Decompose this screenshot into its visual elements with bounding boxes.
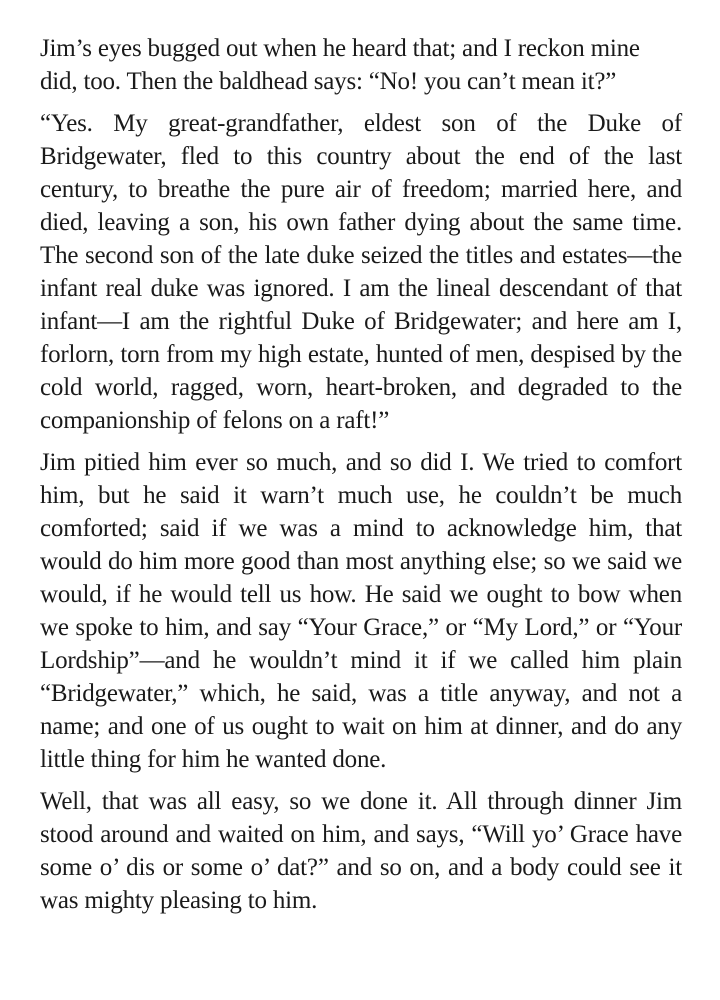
paragraph-1: Jim’s eyes bugged out when he heard that; and I reckon mine did, too. Then the baldhead says: “No! you can’t mean it?” bbox=[40, 35, 640, 95]
paragraph-3: Jim pitied him ever so much, and so did I. We tried to comfort him, but he said it warn’t much use, he couldn’t be much comforted; said if we was a mind to acknowledge him, that would do him more good than most anything else; so we said we would, if he would tell us how. He said we ought to bow when we spoke to him, and say “Your Grace,” or “My Lord,” or “Your Lordship”—and he wouldn’t mind it if we called him plain “Bridgewater,” which, he said, was a title anyway, and not a name; and one of us ought to wait on him at dinner, and do any little thing for him he wanted done. bbox=[40, 449, 682, 773]
paragraph-4: Well, that was all easy, so we done it. All through dinner Jim stood around and waited on him, and says, “Will yo’ Grace have some o’ dis or some o’ dat?” and so on, and a body could see it was mighty pleasing to him. bbox=[40, 788, 682, 914]
document-page bbox=[40, 32, 682, 926]
paragraph-2: “Yes. My great-grandfather, eldest son of the Duke of Bridgewater, fled to this country about the end of the last century, to breathe the pure air of freedom; married here, and died, leaving a son, his own father dying about the same time. The second son of the late duke seized the titles and estates—the infant real duke was ignored. I am the lineal descendant of that infant—I am the rightful Duke of Bridgewater; and here am I, forlorn, torn from my high estate, hunted of men, despised by the cold world, ragged, worn, heart-broken, and degraded to the companionship of felons on a raft!” bbox=[40, 110, 682, 434]
